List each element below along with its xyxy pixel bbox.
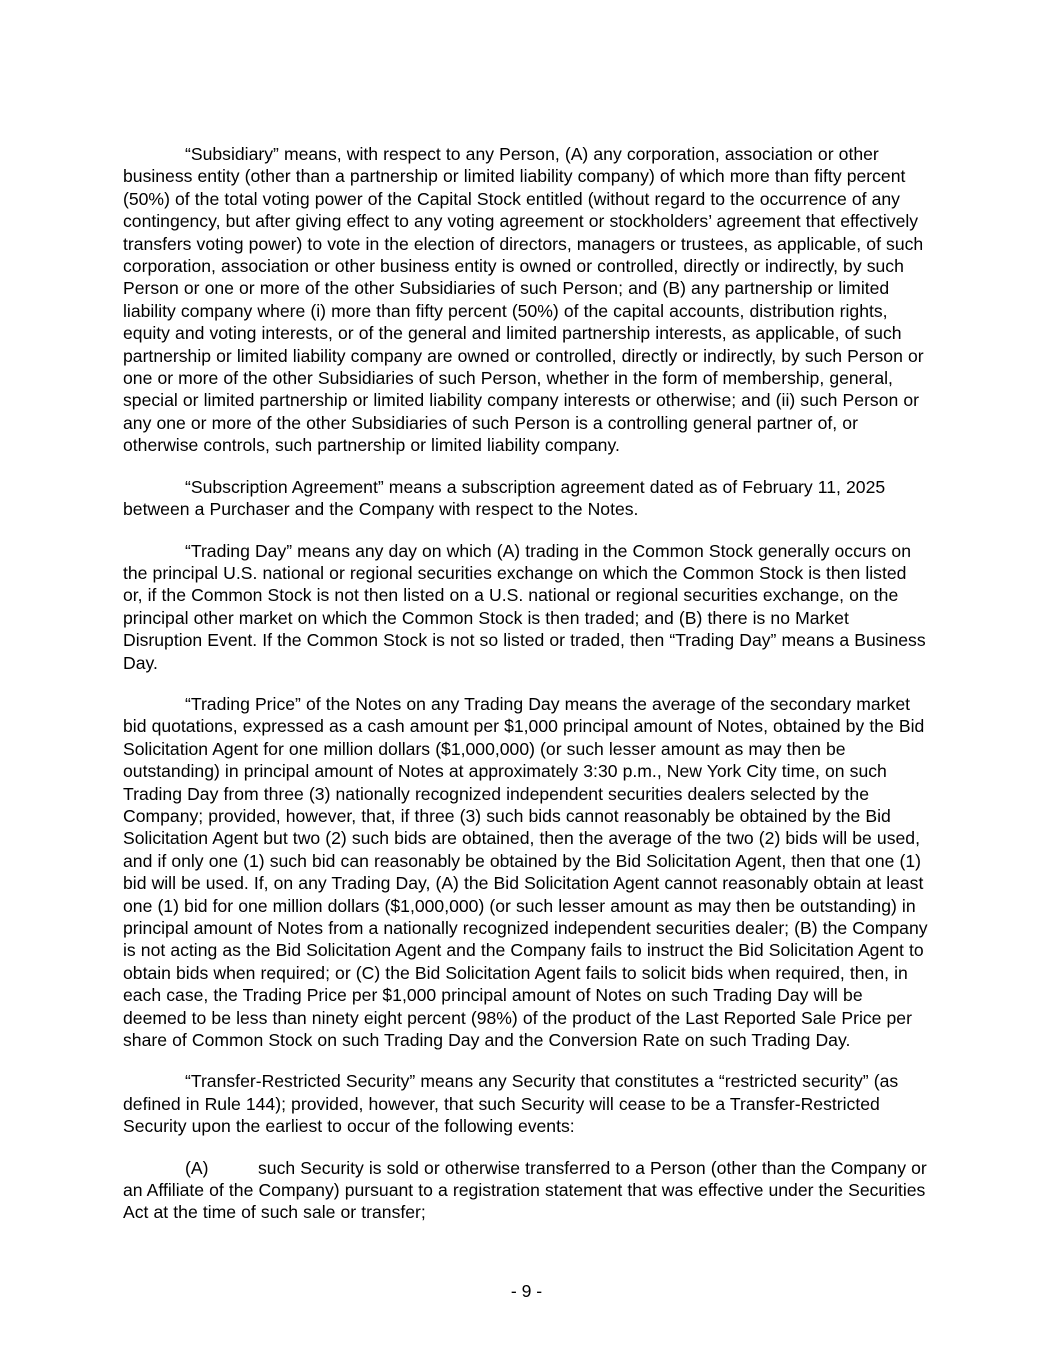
clause-a-text: such Security is sold or otherwise transferred to a Person (other than the Company or an Affiliate of the Company) pursuant to a registration statement that was effective under the Securities Act at the time of such sale or transfer;: [123, 1157, 927, 1223]
clause-a-label: (A): [185, 1157, 209, 1178]
definition-trading-price: “Trading Price” of the Notes on any Trading Day means the average of the secondary market bid quotations, expressed as a cash amount per $1,000 principal amount of Notes, obtained by the Bid Solicitation Agent for one million dollars ($1,000,000) (or such lesser amount as may then be outstanding) in principal amount of Notes at approximately 3:30 p.m., New York City time, on such Trading Day from three (3) nationally recognized independent securities dealers selected by the Company; provided, however, that, if three (3) such bids cannot reasonably be obtained by the Bid Solicitation Agent but two (2) such bids are obtained, then the average of the two (2) bids will be used, and if only one (1) such bid can reasonably be obtained by the Bid Solicitation Agent, then that one (1) bid will be used. If, on any Trading Day, (A) the Bid Solicitation Agent cannot reasonably obtain at least one (1) bid for one million dollars ($1,000,000) (or such lesser amount as may then be outstanding) in principal amount of Notes from a nationally recognized independent securities dealer; (B) the Company is not acting as the Bid Solicitation Agent and the Company fails to instruct the Bid Solicitation Agent to obtain bids when required; or (C) the Bid Solicitation Agent fails to solicit bids when required, then, in each case, the Trading Price per $1,000 principal amount of Notes on such Trading Day will be deemed to be less than ninety eight percent (98%) of the product of the Last Reported Sale Price per share of Common Stock on such Trading Day and the Conversion Rate on such Trading Day.: [123, 693, 928, 1051]
document-body: [123, 143, 930, 1224]
definition-subscription-agreement: “Subscription Agreement” means a subscription agreement dated as of February 11, 2025 between a Purchaser and the Company with respect to the Notes.: [123, 476, 886, 520]
definition-transfer-restricted-security: “Transfer-Restricted Security” means any Security that constitutes a “restricted security” (as defined in Rule 144); provided, however, that such Security will cease to be a Transfer-Restricted Security upon the earliest to occur of the following events:: [123, 1071, 899, 1137]
page-number: - 9 -: [510, 1281, 543, 1301]
clause-a: [123, 1157, 930, 1224]
definition-trading-day: “Trading Day” means any day on which (A) trading in the Common Stock generally occurs on the principal U.S. national or regional securities exchange on which the Common Stock is then listed or, if the Common Stock is not then listed on a U.S. national or regional securities exchange, on the principal other market on which the Common Stock is then traded; and (B) there is no Market Disruption Event. If the Common Stock is not so listed or traded, then “Trading Day” means a Business Day.: [123, 540, 926, 673]
definition-subsidiary: “Subsidiary” means, with respect to any Person, (A) any corporation, association or other business entity (other than a partnership or limited liability company) of which more than fifty percent (50%) of the total voting power of the Capital Stock entitled (without regard to the occurrence of any contingency, but after giving effect to any voting agreement or stockholders’ agreement that effectively transfers voting power) to vote in the election of directors, managers or trustees, as applicable, of such corporation, association or other business entity is owned or controlled, directly or indirectly, by such Person or one or more of the other Subsidiaries of such Person; and (B) any partnership or limited liability company where (i) more than fifty percent (50%) of the capital accounts, distribution rights, equity and voting interests, or of the general and limited partnership interests, as applicable, of such partnership or limited liability company are owned or controlled, directly or indirectly, by such Person or one or more of the other Subsidiaries of such Person, whether in the form of membership, general, special or limited partnership or limited liability company interests or otherwise; and (ii) such Person or any one or more of the other Subsidiaries of such Person is a controlling general partner of, or otherwise controls, such partnership or limited liability company.: [123, 144, 924, 456]
